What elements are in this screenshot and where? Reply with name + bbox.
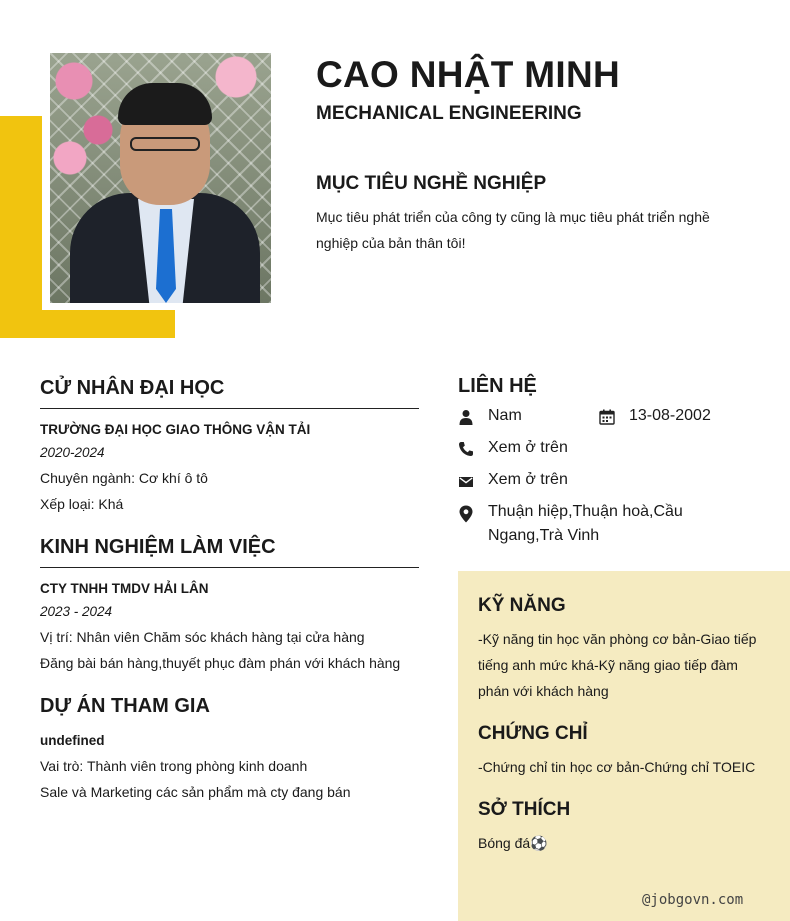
skills-text: -Kỹ năng tin học văn phòng cơ bản-Giao tiếp tiếng anh mức khá-Kỹ năng giao tiếp đàm phán với khách hàng — [478, 631, 757, 699]
watermark: @jobgovn.com — [642, 892, 744, 908]
accent-bar-horizontal — [0, 310, 175, 338]
photo-hair — [118, 83, 212, 125]
experience-company: CTY TNHH TMDV HẢI LÂN — [40, 581, 209, 596]
education-title: CỬ NHÂN ĐẠI HỌC — [40, 377, 225, 399]
certificates-title: CHỨNG CHỈ — [478, 723, 588, 744]
education-period: 2020-2024 — [40, 445, 105, 460]
photo-glasses — [130, 137, 200, 151]
contact-phone: Xem ở trên — [488, 439, 568, 456]
experience-period: 2023 - 2024 — [40, 604, 113, 619]
project-description: Sale và Marketing các sản phẩm mà cty đang bán — [40, 784, 351, 800]
profile-photo — [50, 53, 271, 303]
hobbies-title: SỞ THÍCH — [478, 799, 571, 820]
photo-flowers-left — [50, 53, 130, 193]
education-divider — [40, 408, 419, 409]
calendar-icon — [599, 409, 615, 425]
objective-title: MỤC TIÊU NGHỀ NGHIỆP — [316, 173, 547, 194]
contact-birthday: 13-08-2002 — [629, 407, 711, 424]
education-major: Chuyên ngành: Cơ khí ô tô — [40, 470, 208, 486]
objective-text: Mục tiêu phát triển của công ty cũng là mục tiêu phát triển nghề nghiệp của bản thân tôi! — [316, 209, 710, 251]
projects-title: DỰ ÁN THAM GIA — [40, 695, 210, 717]
experience-position: Vị trí: Nhân viên Chăm sóc khách hàng tại cửa hàng — [40, 629, 365, 645]
experience-title: KINH NGHIỆM LÀM VIỆC — [40, 536, 276, 558]
project-name: undefined — [40, 733, 105, 748]
education-grade: Xếp loại: Khá — [40, 496, 124, 512]
experience-divider — [40, 567, 419, 568]
person-icon — [458, 409, 474, 425]
location-icon — [458, 505, 474, 523]
project-role: Vai trò: Thành viên trong phòng kinh doanh — [40, 758, 308, 774]
mail-icon — [458, 474, 474, 490]
hobbies-text: Bóng đá⚽ — [478, 835, 548, 851]
skills-title: KỸ NĂNG — [478, 595, 566, 616]
contact-address: Thuận hiệp,Thuận hoà,Cầu Ngang,Trà Vinh — [488, 503, 683, 544]
contact-email: Xem ở trên — [488, 471, 568, 488]
experience-description: Đăng bài bán hàng,thuyết phục đàm phán với khách hàng — [40, 655, 401, 671]
contact-gender: Nam — [488, 407, 522, 424]
accent-bar-vertical — [0, 116, 42, 338]
phone-icon — [458, 441, 474, 457]
photo-flowers-right — [201, 53, 271, 113]
candidate-major: MECHANICAL ENGINEERING — [316, 103, 582, 124]
skills-panel — [458, 571, 790, 921]
contact-title: LIÊN HỆ — [458, 375, 537, 397]
certificates-text: -Chứng chỉ tin học cơ bản-Chứng chỉ TOEIC — [478, 759, 756, 775]
candidate-name: CAO NHẬT MINH — [316, 54, 620, 95]
education-school: TRƯỜNG ĐẠI HỌC GIAO THÔNG VẬN TẢI — [40, 422, 311, 437]
